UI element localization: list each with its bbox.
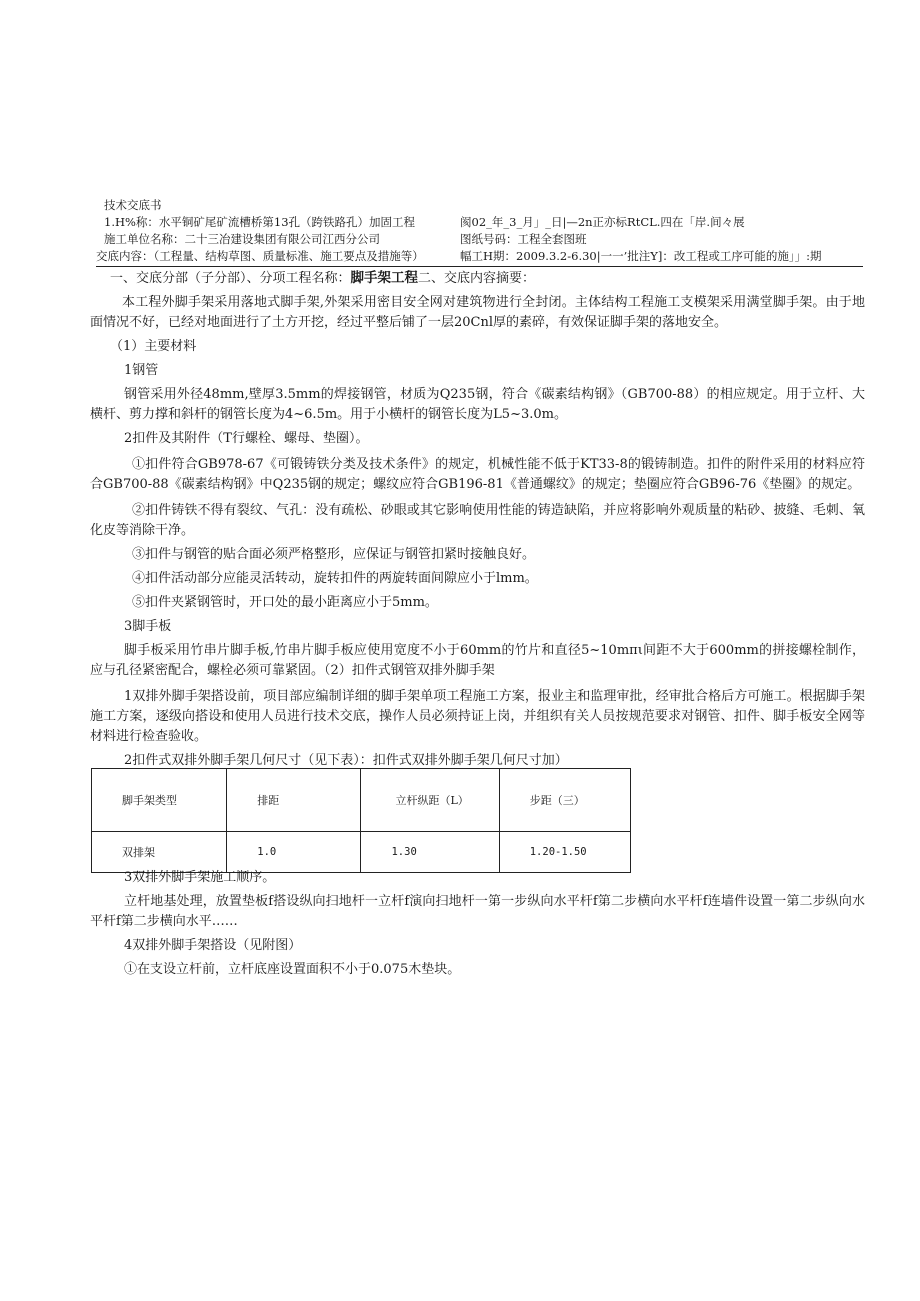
sequence-text: 立杆地基处理，放置垫板f搭设纵向扫地杆一立杆f演向扫地杆一第一步纵向水平杆f第二步横向水平杆f连墙件设置一第二步纵向水平杆f第二步横向水平…… — [90, 894, 865, 929]
plank-heading: 3脚手板 — [124, 619, 172, 634]
intro-paragraph: 本工程外脚手架采用落地式脚手架,外架采用密目安全网对建筑物进行全封闭。主体结构工程施工支模架采用满堂脚手架。由于地面情况不好，已经对地面进行了土方开挖，经过平整后铺了一层20Cnl厚的素碎，有效保证脚手架的落地安全。 — [90, 295, 865, 330]
fastener-item-1: ①扣件符合GB978-67《可锻铸铁分类及技术条件》的规定，机械性能不低于KT33-8的锻铸制造。扣件的附件采用的材料应符合GB700-88《碳素结构钢》中Q235钢的规定；螺纹应符合GB196-81《普通螺纹》的规定；垫圈应符合GB96-76《垫圈》的规定。 — [90, 457, 865, 492]
erection-step-1: ①在支设立杆前，立杆底座设置面积不小于0.075木垫块。 — [124, 962, 461, 977]
header-divider — [96, 266, 863, 267]
sequence-section — [90, 868, 865, 980]
steel-pipe-heading: 1钢管 — [124, 363, 159, 378]
erection-item-1: 1双排外脚手架搭设前，项目部应编制详细的脚手架单项工程施工方案，报业主和监理审批，经审批合格后方可施工。根据脚手架施工方案，逐级向搭设和使用人员进行技术交底，操作人员必须持证上岗，并组织有关人员按规范要求对钢管、扣件、脚手板安全网等材料进行检查验收。 — [90, 689, 865, 744]
table-cell: 1.20-1.50 — [499, 832, 630, 873]
table-header-cell: 立杆纵距（L） — [361, 769, 499, 832]
section-prefix: 一、交底分部（子分部）、分项工程名称： — [110, 271, 351, 286]
table-cell: 1.0 — [227, 832, 361, 873]
fastener-item-5: ⑤扣件夹紧钢管时，开口处的最小距离应小于5mm。 — [132, 595, 438, 610]
materials-heading: （1）主要材料 — [110, 339, 197, 354]
fastener-item-3: ③扣件与钢管的贴合面必须严格整形，应保证与钢管扣紧时接触良好。 — [132, 547, 536, 562]
section-title: 脚手架工程 — [350, 270, 419, 286]
erection-heading: 4双排外脚手架搭设（见附图） — [124, 938, 302, 953]
fastener-item-4: ④扣件活动部分应能灵活转动，旋转扣件的两旋转面间隙应小于lmm。 — [132, 571, 538, 586]
table-header-row — [92, 769, 631, 832]
fasteners-heading: 2扣件及其附件（T行螺栓、螺母、垫圈）。 — [124, 431, 369, 446]
table-header-cell: 步距（三） — [499, 769, 630, 832]
steel-pipe-text: 钢管采用外径48mm,壁厚3.5mm的焊接钢管，材质为Q235钢，符合《碳素结构钢》（GB700-88）的相应规定。用于立杆、大横杆、剪力撑和斜杆的钢管长度为4~6.5m。用于小横杆的钢管长度为L5~3.0m。 — [90, 387, 865, 422]
construction-period: 幅工H期：2009.3.2-6.30|一一’批注Y]：改工程或工序可能的施」」:期 — [460, 249, 822, 263]
project-name: 1.H%称：水平铜矿尾矿流槽桥第13孔（跨铁路孔）加固工程 — [104, 215, 416, 229]
table-header-cell: 脚手架类型 — [92, 769, 227, 832]
drawing-number: 图纸号码：工程全套图班 — [460, 232, 587, 246]
content-label: 交底内容：（工程量、结构草图、质量标准、施工要点及措施等） — [96, 249, 424, 263]
sequence-heading: 3双排外脚手架施工顺序。 — [124, 870, 276, 885]
construction-unit: 施工单位名称：二十三冶建设集团有限公司江西分公司 — [104, 232, 380, 246]
section-suffix: 二、交底内容摘要： — [418, 271, 536, 286]
document-body — [90, 268, 865, 771]
section-heading — [90, 268, 865, 289]
table-header-cell: 排距 — [227, 769, 361, 832]
table-cell: 1.30 — [361, 832, 499, 873]
table-cell: 双排架 — [92, 832, 227, 873]
date-line: 阂02_年_3_月」_日|—2n正亦标RtCL.四在「岸.间々展 — [460, 215, 745, 229]
table-row — [92, 832, 631, 873]
erection-item-2: 2扣件式双排外脚手架几何尺寸（见下表）：扣件式双排外脚手架几何尺寸加） — [124, 753, 568, 768]
fastener-item-2: ②扣件铸铁不得有裂纹、气孔：没有疏松、砂眼或其它影响使用性能的铸造缺陷，并应将影响外观质量的粘砂、披缝、毛刺、氧化皮等消除干净。 — [90, 503, 865, 538]
plank-text: 脚手板采用竹串片脚手板,竹串片脚手板应使用宽度不小于60mm的竹片和直径5~10mπι间距不大于600mm的拼接螺栓制作，应与孔径紧密配合，螺栓必须可靠紧固。（2）扣件式钢管双排外脚手架 — [90, 643, 865, 678]
scaffold-dimension-table — [91, 768, 631, 873]
doc-title: 技术交底书 — [104, 198, 162, 212]
